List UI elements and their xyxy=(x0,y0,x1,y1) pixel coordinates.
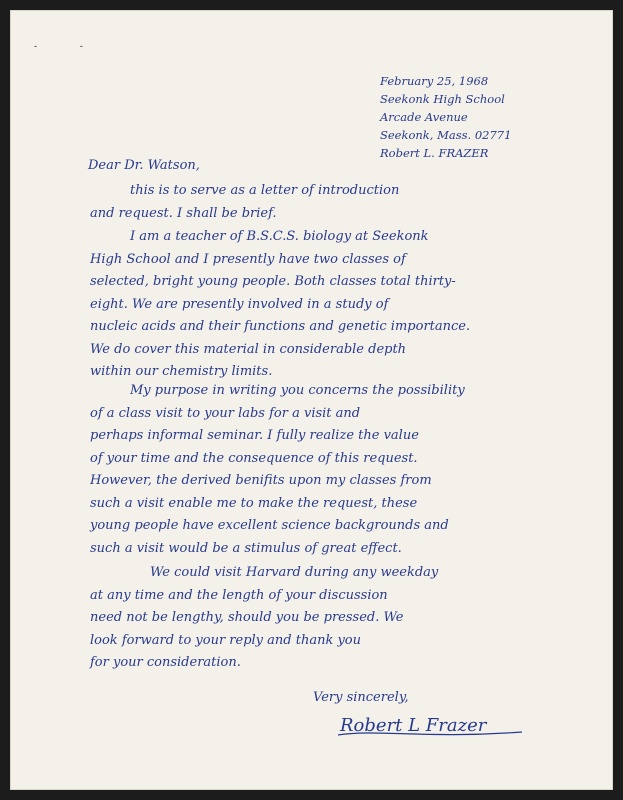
header-date: February 25, 1968 xyxy=(380,74,489,88)
paragraph-line: and request. I shall be brief. xyxy=(90,205,277,221)
paragraph-line: We do cover this material in considerable depth xyxy=(90,341,407,357)
paragraph-line: We could visit Harvard during any weekday xyxy=(150,565,439,580)
paragraph-line: at any time and the length of your discussion xyxy=(90,587,388,603)
signature-text: Robert L Frazer xyxy=(340,715,487,736)
paragraph-line: such a visit would be a stimulus of great effect. xyxy=(90,540,402,556)
paragraph-line: such a visit enable me to make the request, these xyxy=(90,495,418,511)
margin-marks: - - xyxy=(34,42,103,52)
paragraph-line: selected, bright young people. Both classes total thirty- xyxy=(90,274,456,289)
paragraph-line: My purpose in writing you concerns the possibility xyxy=(130,383,465,398)
letter-page xyxy=(10,10,613,790)
paragraph-line: look forward to your reply and thank you xyxy=(90,632,362,648)
paragraph-line: perhaps informal seminar. I fully realize the value xyxy=(90,428,419,443)
closing: Very sincerely, xyxy=(313,690,409,705)
signature xyxy=(340,715,486,736)
paragraph-line: nucleic acids and their functions and genetic importance. xyxy=(90,319,471,334)
header-city: Seekonk, Mass. 02771 xyxy=(380,128,512,142)
paragraph-2 xyxy=(90,226,610,384)
paragraph-line: this is to serve as a letter of introduction xyxy=(130,183,400,198)
signature-flourish xyxy=(336,727,526,741)
paragraph-line: of your time and the consequence of this request. xyxy=(90,450,418,466)
header-sender: Robert L. FRAZER xyxy=(380,146,489,160)
paragraph-line: eight. We are presently involved in a study of xyxy=(90,296,389,312)
paragraph-line: need not be lengthy, should you be pressed. We xyxy=(90,610,404,625)
header-school: Seekonk High School xyxy=(380,92,505,106)
header-street: Arcade Avenue xyxy=(380,110,468,124)
letter-header xyxy=(380,72,600,162)
paragraph-3 xyxy=(90,380,610,560)
paragraph-line: High School and I presently have two classes of xyxy=(90,251,406,267)
paragraph-line: for your consideration. xyxy=(90,655,241,670)
paragraph-line: of a class visit to your labs for a visit and xyxy=(90,405,361,421)
paragraph-line: However, the derived benifits upon my classes from xyxy=(90,473,432,488)
paragraph-1 xyxy=(90,180,610,225)
paragraph-line: young people have excellent science backgrounds and xyxy=(90,518,449,533)
paragraph-line: within our chemistry limits. xyxy=(90,364,273,379)
paragraph-line: I am a teacher of B.S.C.S. biology at Seekonk xyxy=(130,229,429,244)
paragraph-4 xyxy=(90,562,610,675)
salutation: Dear Dr. Watson, xyxy=(88,158,200,173)
